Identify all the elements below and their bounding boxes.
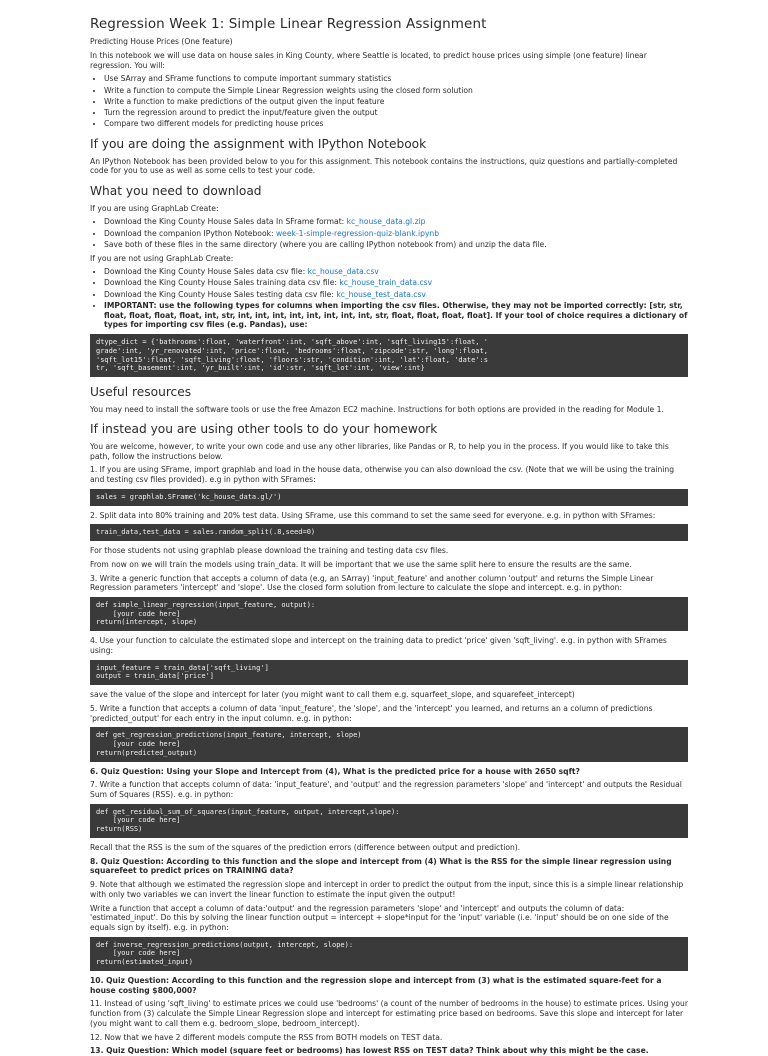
code-block-7: def get_residual_sum_of_squares(input_feature, output, intercept,slope): [your code here] return(RSS) bbox=[90, 804, 688, 838]
intro-text: In this notebook we will use data on house sales in King County, where Seattle is located, to predict house prices using simple (one feature) linear regression. You will: bbox=[90, 50, 647, 70]
step-5: 5. Write a function that accepts a column of data 'input_feature', the 'slope', and the 'intercept' you learned, and returns an a column of predictions 'predicted_output' for each entry in the input column. e.g. in python: bbox=[90, 703, 653, 723]
other-intro: You are welcome, however, to write your own code and use any other libraries, like Pandas or R, to help you in the process. If you would like to take this path, follow the instructions below. bbox=[90, 442, 669, 461]
section-heading-ipython: If you are doing the assignment with IPython Notebook bbox=[90, 137, 427, 152]
step-12: 12. Now that we have 2 different models compute the RSS from BOTH models on TEST data. bbox=[90, 1032, 443, 1042]
csv-download-list bbox=[90, 267, 688, 330]
intro-list bbox=[90, 74, 688, 129]
section-heading-resources: Useful resources bbox=[90, 385, 192, 400]
list-item: • Download the King County House Sales data csv file: kc_house_data.csv bbox=[104, 267, 688, 277]
section-heading-download: What you need to download bbox=[90, 184, 262, 199]
list-item: • Write a function to make predictions of the output given the input feature bbox=[104, 97, 688, 107]
list-item: • Download the King County House Sales data In SFrame format: kc_house_data.gl.zip bbox=[104, 217, 688, 227]
code-block-1: sales = graphlab.SFrame('kc_house_data.gl/') bbox=[90, 489, 688, 506]
step-7-note: Recall that the RSS is the sum of the squares of the prediction errors (difference between output and prediction). bbox=[90, 842, 521, 852]
not-graphlab-label: If you are not using GraphLab Create: bbox=[90, 253, 234, 263]
step-2: 2. Split data into 80% training and 20% test data. Using SFrame, use this command to set the same seed for everyone. e.g. in python with SFrames: bbox=[90, 510, 656, 520]
step-3: 3. Write a generic function that accepts a column of data (e.g, an SArray) 'input_feature' and another column 'output' and returns the Simple Linear Regression parameters 'intercept' and 'slope'. Use the closed form solution from lecture to calculate the slope and intercept. e.g. in python: bbox=[90, 573, 654, 593]
csv-train-link[interactable]: kc_house_train_data.csv bbox=[339, 278, 433, 288]
quiz-question-13: 13. Quiz Question: Which model (square feet or bedrooms) has lowest RSS on TEST data? Think about why this might be the case. bbox=[90, 1046, 649, 1056]
step-2-note-2: From now on we will train the models using train_data. It will be important that we use the same split here to ensure the results are the same. bbox=[90, 559, 632, 569]
list-item: • Turn the regression around to predict the input/feature given the output bbox=[104, 108, 688, 118]
csv-test-link[interactable]: kc_house_test_data.csv bbox=[336, 289, 426, 299]
quiz-question-6: 6. Quiz Question: Using your Slope and Intercept from (4), What is the predicted price for a house with 2650 sqft? bbox=[90, 766, 580, 776]
code-block-2: train_data,test_data = sales.random_split(.8,seed=0) bbox=[90, 524, 688, 541]
ipython-text: An IPython Notebook has been provided below to you for this assignment. This notebook contains the instructions, quiz questions and partially-completed code for you to use as well as some cells to test your code. bbox=[90, 156, 678, 176]
quiz-question-8: 8. Quiz Question: According to this function and the slope and intercept from (4) What is the RSS for the simple linear regression using squarefeet to predict prices on TRAINING data? bbox=[90, 856, 672, 876]
list-item: • Save both of these files in the same directory (where you are calling IPython notebook from) and unzip the data file. bbox=[104, 240, 688, 250]
step-2-note: For those students not using graphlab please download the training and testing data csv files. bbox=[90, 546, 449, 556]
list-item: • Download the companion IPython Notebook: week-1-simple-regression-quiz-blank.ipynb bbox=[104, 229, 688, 239]
step-7: 7. Write a function that accepts column of data: 'input_feature', and 'output' and the regression parameters 'slope' and 'intercept' and outputs the Residual Sum of Squares (RSS). e.g. in python: bbox=[90, 780, 682, 800]
page-title: Regression Week 1: Simple Linear Regression Assignment bbox=[90, 16, 487, 32]
step-1: 1. If you are using SFrame, import graphlab and load in the house data, otherwise you can also download the csv. (Note that we will be using the training and testing csv files provided). e.g in python with SFrames: bbox=[90, 465, 675, 485]
list-item: • Use SArray and SFrame functions to compute important summary statistics bbox=[104, 74, 688, 84]
dtype-code-block: dtype_dict = {'bathrooms':float, 'waterfront':int, 'sqft_above':int, 'sqft_living15':float, ' grade':int, 'yr_renovated':int, 'price':float, 'bedrooms':float, 'zipcode':str, 'long':float, 'sqft_lot15':float, 'sqft_living':float, 'floors':str, 'condition':int, 'lat':float, 'date':s tr, 'sqft_basement':int, 'yr_built':int, 'id':str, 'sqft_lot':int, 'view':int} bbox=[90, 334, 688, 377]
section-heading-other-tools: If instead you are using other tools to do your homework bbox=[90, 422, 438, 437]
notebook-link[interactable]: week-1-simple-regression-quiz-blank.ipynb bbox=[275, 228, 440, 238]
code-block-4: input_feature = train_data['sqft_living'] output = train_data['price'] bbox=[90, 660, 688, 686]
page-subtitle: Predicting House Prices (One feature) bbox=[90, 37, 233, 47]
graphlab-label: If you are using GraphLab Create: bbox=[90, 203, 219, 213]
important-note: • IMPORTANT: use the following types for columns when importing the csv files. Otherwise, they may not be imported correctly: [str, str, float, float, float, float, int, str, int, int, int, int, int, int, int, int, str, float, float, float, float]. If your tool of choice requires a dictionary of types for importing csv files (e.g. Pandas), use: bbox=[104, 301, 688, 330]
sframe-data-link[interactable]: kc_house_data.gl.zip bbox=[346, 217, 426, 227]
list-item: • Download the King County House Sales training data csv file: kc_house_train_data.csv bbox=[104, 278, 688, 288]
quiz-question-10: 10. Quiz Question: According to this function and the regression slope and intercept from (3) what is the estimated square-feet for a house costing $800,000? bbox=[90, 975, 662, 995]
step-4-note: save the value of the slope and intercept for later (you might want to call them e.g. squarfeet_slope, and squarefeet_intercept) bbox=[90, 690, 575, 700]
step-11: 11. Instead of using 'sqft_living' to estimate prices we could use 'bedrooms' (a count of the number of bedrooms in the house) to estimate prices. Using your function from (3) calculate the Simple Linear Regression slope and intercept for estimating price based on bedrooms. Save this slope and intercept for later (you might want to call them e.g. bedroom_slope, bedroom_intercept). bbox=[90, 999, 688, 1028]
resources-text: You may need to install the software tools or use the free Amazon EC2 machine. Instructions for both options are provided in the reading for Module 1. bbox=[90, 404, 664, 414]
graphlab-download-list bbox=[90, 217, 688, 249]
csv-data-link[interactable]: kc_house_data.csv bbox=[307, 267, 379, 277]
list-item: • Write a function to compute the Simple Linear Regression weights using the closed form solution bbox=[104, 86, 688, 96]
code-block-3: def simple_linear_regression(input_feature, output): [your code here] return(intercept, slope) bbox=[90, 597, 688, 631]
step-9: 9. Note that although we estimated the regression slope and intercept in order to predict the output from the input, since this is a simple linear relationship with only two variables we can invert the linear function to estimate the input given the output! bbox=[90, 880, 684, 899]
list-item: • Compare two different models for predicting house prices bbox=[104, 119, 688, 129]
list-item: • Download the King County House Sales testing data csv file: kc_house_test_data.csv bbox=[104, 290, 688, 300]
step-4: 4. Use your function to calculate the estimated slope and intercept on the training data to predict 'price' given 'sqft_living'. e.g. in python with SFrames using: bbox=[90, 636, 667, 655]
code-block-5: def get_regression_predictions(input_feature, intercept, slope) [your code here] return(predicted_output) bbox=[90, 727, 688, 761]
code-block-9: def inverse_regression_predictions(output, intercept, slope): [your code here] return(estimated_input) bbox=[90, 937, 688, 971]
step-9-note: Write a function that accept a column of data:'output' and the regression parameters 'slope' and 'intercept' and outputs the column of data: 'estimated_input'. Do this by solving the linear function output = intercept + slope*input for the 'input' variable (i.e. 'input' should be on one side of the equals sign by itself). e.g. in python: bbox=[90, 903, 669, 933]
